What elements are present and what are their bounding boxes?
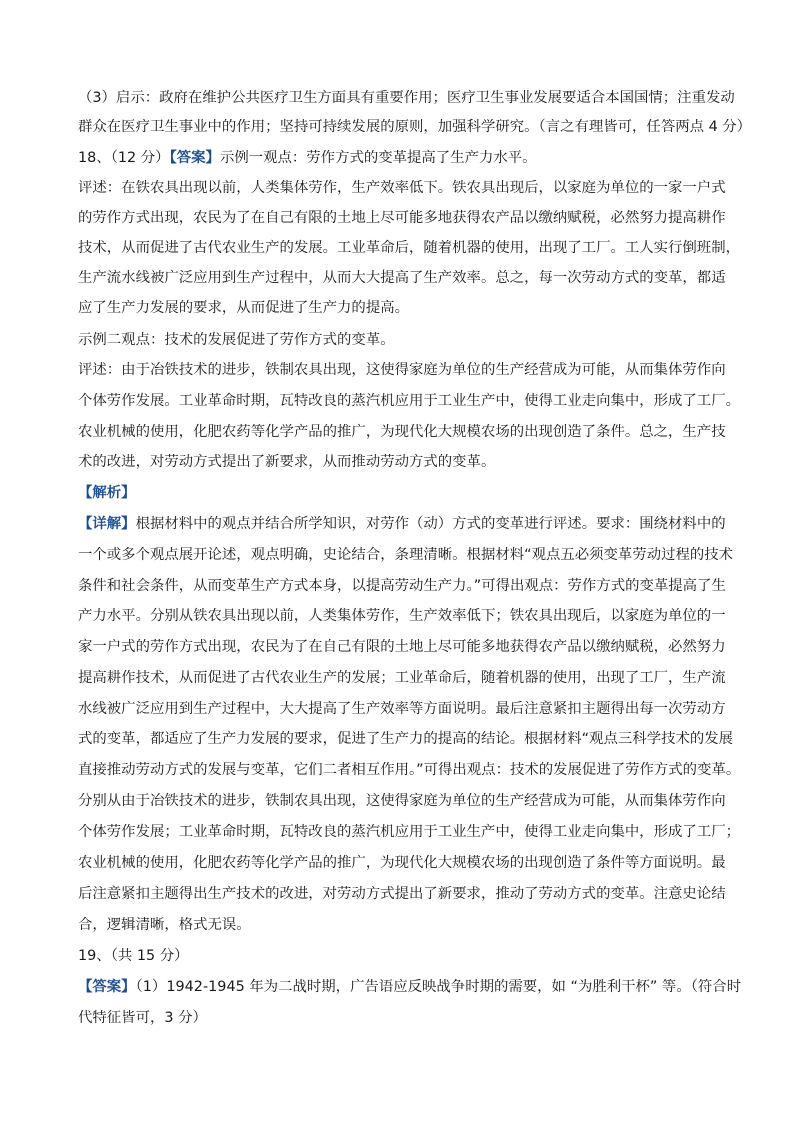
text-line — [78, 148, 537, 170]
text-line — [78, 545, 733, 567]
line-text: 代特征皆可，3 分） — [78, 1010, 207, 1026]
section-tag: 【解析】 — [78, 485, 136, 501]
text-line — [78, 884, 726, 906]
line-text: 产力水平。分别从铁农具出现以前，人类集体劳作，生产效率低下；铁农具出现后，以家庭为单位的一 — [78, 608, 726, 624]
line-text: 直接推动劳动方式的发展与变革，它们二者相互作用。”可得出观点：技术的发展促进了劳作方式的变革。 — [78, 762, 741, 778]
text-line — [78, 729, 733, 751]
text-line — [78, 915, 251, 937]
line-text: 评述：由于冶铁技术的进步，铁制农具出现，这使得家庭为单位的生产经营成为可能，从而集体劳作向 — [78, 362, 726, 378]
text-line — [78, 853, 726, 875]
line-text: 术的改进，对劳动方式提出了新要求，从而推动劳动方式的变革。 — [78, 454, 496, 470]
line-text: 提高耕作技术，从而促进了古代农业生产的发展；工业革命后，随着机器的使用，出现了工厂，生产流 — [78, 670, 726, 686]
line-text: 一个或多个观点展开论述，观点明确，史论结合，条理清晰。根据材料“观点五必须变革劳动过程的技术 — [78, 547, 734, 563]
text-line — [78, 514, 726, 536]
text-line — [78, 178, 726, 200]
text-line — [78, 268, 726, 290]
text-line — [78, 822, 740, 844]
line-text: 的劳作方式出现，农民为了在自己有限的土地上尽可能多地获得农产品以缴纳赋税，必然努力提高耕作 — [78, 210, 726, 226]
line-text: 合，逻辑清晰，格式无误。 — [78, 917, 251, 933]
text-line — [78, 422, 726, 444]
line-text: 个体劳作发展；工业革命时期，瓦特改良的蒸汽机应用于工业生产中，使得工业走向集中，形成了工厂； — [78, 824, 740, 840]
text-line — [78, 208, 726, 230]
line-text: 条件和社会条件，从而变革生产方式本身，以提高劳动生产力。”可得出观点：劳作方式的变革提高了生 — [78, 578, 726, 594]
text-line — [78, 117, 751, 139]
line-text: 水线被广泛应用到生产过程中，大大提高了生产效率等方面说明。最后注意紧扣主题得出每一次劳动方 — [78, 701, 726, 717]
section-tag: 【答案】 — [169, 150, 220, 166]
line-text: 评述：在铁农具出现以前，人类集体劳作，生产效率低下。铁农具出现后，以家庭为单位的一家一户式 — [78, 180, 726, 196]
line-text: 根据材料中的观点并结合所学知识，对劳作（动）方式的变革进行评述。要求：围绕材料中的 — [135, 516, 726, 532]
line-text: 技术，从而促进了古代农业生产的发展。工业革命后，随着机器的使用，出现了工厂。工人实行倒班制， — [78, 240, 740, 256]
text-line — [78, 637, 726, 659]
line-text: 个体劳作发展。工业革命时期，瓦特改良的蒸汽机应用于工业生产中，使得工业走向集中，形成了工厂。 — [78, 393, 740, 409]
text-line — [78, 1008, 207, 1030]
text-line — [78, 946, 189, 968]
text-line — [78, 977, 741, 999]
text-line — [78, 88, 735, 110]
line-text: （3）启示：政府在维护公共医疗卫生方面具有重要作用；医疗卫生事业发展要适合本国国情；注重发动 — [78, 90, 735, 106]
text-line — [78, 699, 726, 721]
line-text: 分别从由于冶铁技术的进步，铁制农具出现，这使得家庭为单位的生产经营成为可能，从而集体劳作向 — [78, 793, 726, 809]
text-line — [78, 391, 740, 413]
line-text: 生产流水线被广泛应用到生产过程中，从而大大提高了生产效率。总之，每一次劳动方式的变革，都适 — [78, 270, 726, 286]
question-number: 19、（共 15 分） — [78, 948, 189, 964]
text-line — [78, 360, 726, 382]
section-tag: 【答案】 — [78, 979, 136, 995]
text-line — [78, 668, 726, 690]
text-line — [78, 760, 740, 782]
text-line — [78, 238, 740, 260]
line-text: 农业机械的使用，化肥农药等化学产品的推广，为现代化大规模农场的出现创造了条件等方面说明。最 — [78, 855, 726, 871]
text-line — [78, 330, 395, 352]
line-text: 示例二观点：技术的发展促进了劳作方式的变革。 — [78, 332, 395, 348]
text-line — [78, 576, 726, 598]
section-tag: 【详解】 — [78, 516, 136, 532]
text-line — [78, 298, 409, 320]
text-line — [78, 606, 726, 628]
question-number: 18、（12 分） — [78, 150, 170, 166]
line-text: 后注意紧扣主题得出生产技术的改进，对劳动方式提出了新要求，推动了劳动方式的变革。注意史论结 — [78, 886, 726, 902]
line-text: （1）1942-1945 年为二战时期，广告语应反映战争时期的需要，如 “为胜利干杯” 等。（符合时 — [135, 979, 742, 995]
line-text: 示例一观点：劳作方式的变革提高了生产力水平。 — [219, 150, 537, 166]
line-text: 应了生产力发展的要求，从而促进了生产力的提高。 — [78, 300, 409, 316]
text-line — [78, 791, 726, 813]
text-line — [78, 483, 136, 505]
line-text: 群众在医疗卫生事业中的作用；坚持可持续发展的原则，加强科学研究。（言之有理皆可，任答两点 4 分） — [78, 119, 752, 135]
line-text: 农业机械的使用，化肥农药等化学产品的推广，为现代化大规模农场的出现创造了条件。总之，生产技 — [78, 424, 726, 440]
line-text: 式的变革，都适应了生产力发展的要求，促进了生产力的提高的结论。根据材料“观点三科学技术的发展 — [78, 731, 734, 747]
line-text: 家一户式的劳作方式出现，农民为了在自己有限的土地上尽可能多地获得农产品以缴纳赋税，必然努力 — [78, 639, 726, 655]
text-line — [78, 452, 495, 474]
